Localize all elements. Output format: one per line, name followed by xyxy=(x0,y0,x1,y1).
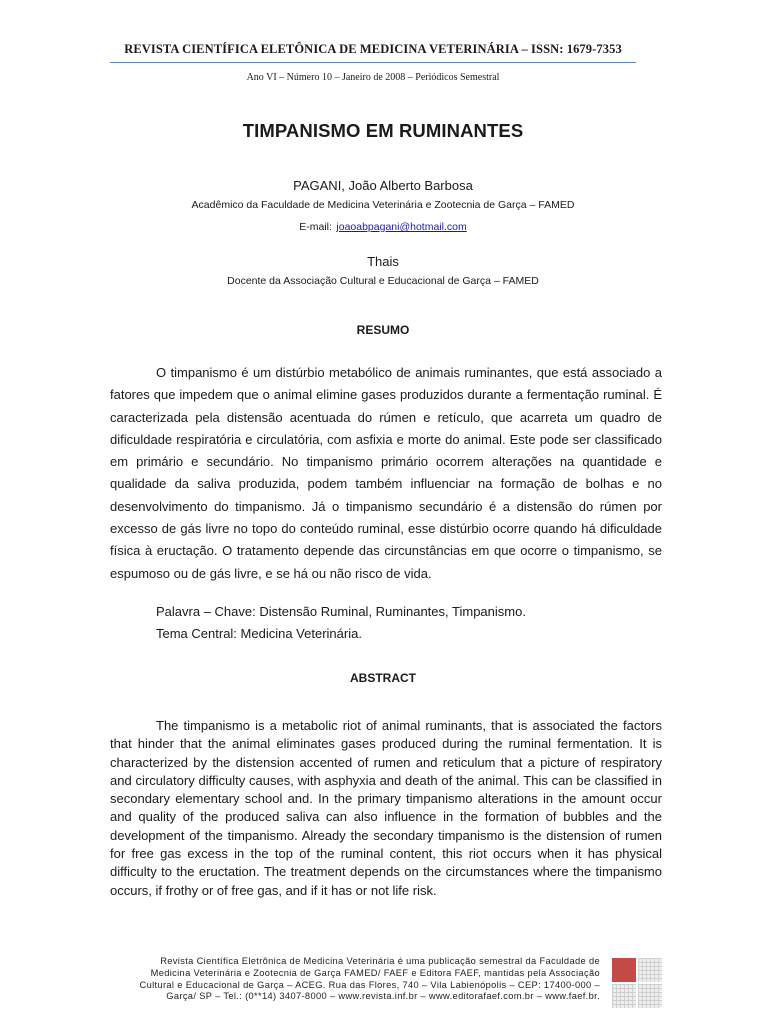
author-1-email-block xyxy=(110,217,656,235)
abstract-text: The timpanismo is a metabolic riot of animal ruminants, that is associated the factors that hinder that the animal eliminates gases produced during the ruminal fermentation. It is characterized by the distension accented of rumen and reticulum that a picture of respiratory and circulatory difficulty causes, with asphyxia and death of the animal. This can be classified in secondary elementary school and. In the primary timpanismo alterations in the amount occur and quality of the produced saliva can also influence in the formation of bubbles and the development of the timpanismo. Already the secondary timpanismo is the distension of rumen for free gas excess in the top of the ruminal content, this riot occurs when it has physical difficulty to the eructation. The treatment depends on the circumstances where the timpanismo occurs, if frothy or of free gas, and if it has or not life risk. xyxy=(110,718,662,898)
logo-grid-square xyxy=(638,984,662,1008)
resumo-text: O timpanismo é um distúrbio metabólico de animais ruminantes, que está associado a fatores que impedem que o animal elimine gases produzidos durante a fermentação ruminal. É caracterizada pela distensão acentuada do rúmen e retículo, que acarreta um quadro de dificuldade respiratória e circulatória, com asfixia e morte do animal. Este pode ser classificado em primário e secundário. No timpanismo primário ocorrem alterações na quantidade e qualidade da saliva produzida, podem também influenciar na formação de bolhas e no desenvolvimento do timpanismo. Já o timpanismo secundário é a distensão do rúmen por excesso de gás livre no topo do conteúdo ruminal, esse distúrbio ocorre quando há dificuldade física à eructação. O tratamento depende das circunstâncias em que ocorre o timpanismo, se espumoso ou de gás livre, e se há ou não risco de vida. xyxy=(110,365,662,581)
author-1 xyxy=(110,178,656,193)
author-1-name: PAGANI, João Alberto Barbosa xyxy=(293,178,473,193)
email-label: E-mail: xyxy=(299,221,332,233)
footer-line: Revista Científica Eletrônica de Medicina Veterinária é uma publicação semestral da Faculdade de xyxy=(160,956,600,966)
central-theme-line: Tema Central: Medicina Veterinária. xyxy=(156,626,362,641)
email-link[interactable]: joaoabpagani@hotmail.com xyxy=(336,221,467,233)
journal-header: REVISTA CIENTÍFICA ELETÔNICA DE MEDICINA VETERINÁRIA – ISSN: 1679-7353 xyxy=(124,42,622,56)
footer-text xyxy=(110,956,600,1003)
author-2-affiliation-block xyxy=(110,275,656,287)
author-2 xyxy=(110,254,656,269)
author-1-affiliation-block xyxy=(110,199,656,211)
footer-line: Medicina Veterinária e Zootecnia de Garça FAMED/ FAEF e Editora FAEF, mantidas pela Associação xyxy=(150,967,600,978)
logo-grid-square xyxy=(612,984,636,1008)
publisher-logo xyxy=(612,958,662,1008)
abstract-heading: ABSTRACT xyxy=(350,671,416,685)
header-rule xyxy=(110,62,636,63)
keywords-line: Palavra – Chave: Distensão Ruminal, Ruminantes, Timpanismo. xyxy=(156,604,526,619)
author-2-name: Thais xyxy=(367,254,399,269)
resumo-heading: RESUMO xyxy=(356,323,410,337)
paper-title: TIMPANISMO EM RUMINANTES xyxy=(242,120,524,141)
author-2-affiliation: Docente da Associação Cultural e Educacional de Garça – FAMED xyxy=(227,275,539,287)
author-1-affiliation: Acadêmico da Faculdade de Medicina Veterinária e Zootecnia de Garça – FAMED xyxy=(191,199,575,211)
issue-line: Ano VI – Número 10 – Janeiro de 2008 – Periódicos Semestral xyxy=(246,72,500,83)
logo-red-square xyxy=(612,958,636,982)
logo-grid-square xyxy=(638,958,662,982)
footer-line: Garça/ SP – Tel.: (0**14) 3407-8000 – www.revista.inf.br – www.editorafaef.com.br – www.faef.br. xyxy=(166,991,600,1002)
footer-line: Cultural e Educacional de Garça – ACEG. Rua das Flores, 740 – Vila Labienópolis – CEP: 17400-000 – xyxy=(139,979,600,990)
